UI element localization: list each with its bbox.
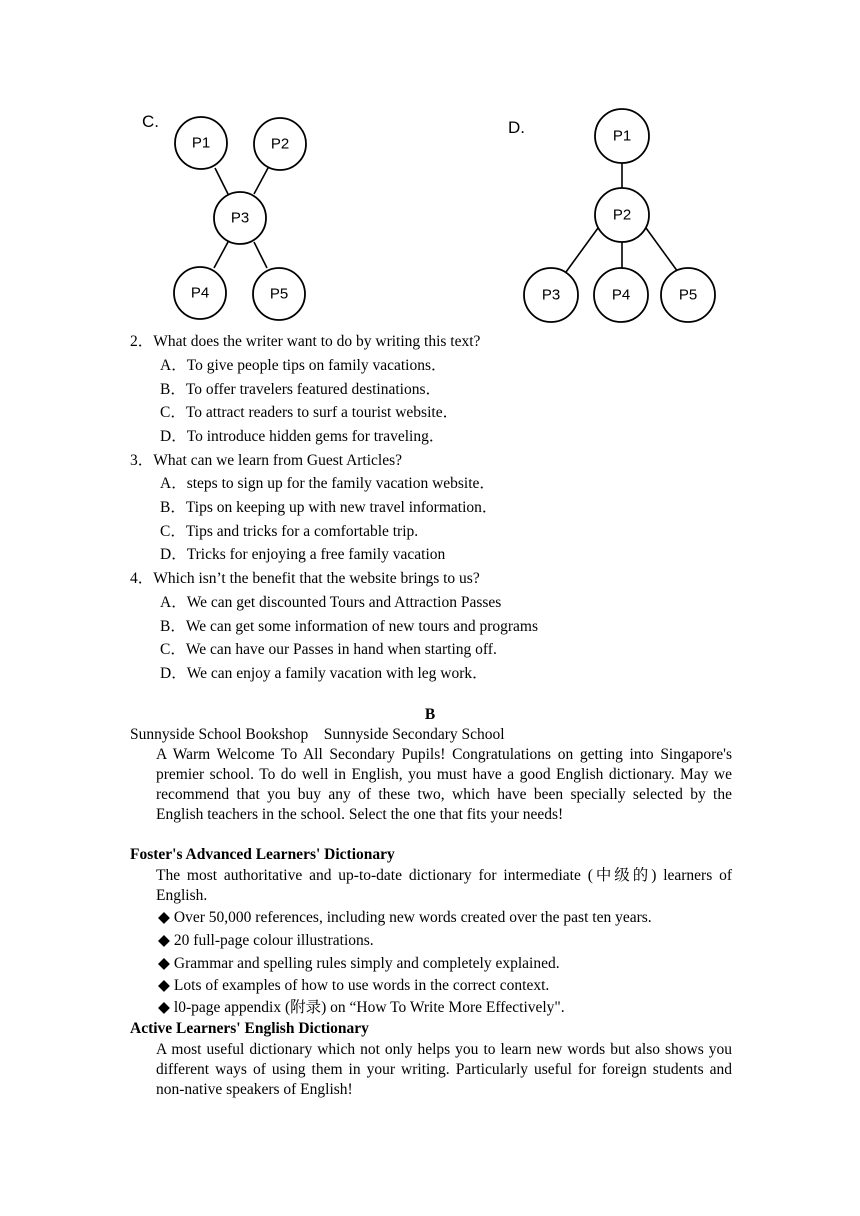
dict1-description: The most authoritative and up-to-date dictionary for intermediate (中级的) learners of English. [156, 867, 732, 904]
option-letter: B． [160, 381, 186, 398]
option-2c [160, 403, 458, 423]
option-4a [160, 593, 501, 613]
option-3a [160, 474, 495, 494]
node-d-p5-label: P5 [678, 286, 698, 304]
dict1-title: Foster's Advanced Learners' Dictionary [130, 846, 395, 863]
option-letter: B． [160, 499, 186, 516]
dict1-feature: ◆ 20 full-page colour illustrations. [158, 931, 374, 951]
dict2-description: A most useful dictionary which not only helps you to learn new words but also shows you different ways of using them in your writing. Particularly useful for foreign students and non-native speakers of English! [156, 1041, 732, 1098]
option-letter: C． [160, 641, 186, 658]
option-text: steps to sign up for the family vacation website． [186, 475, 495, 492]
option-letter: D． [160, 665, 187, 682]
option-2a [160, 356, 446, 376]
option-2d [160, 427, 444, 447]
node-c-p4-label: P4 [190, 284, 210, 302]
question-text: Which isn’t the benefit that the website brings to us? [153, 570, 480, 587]
option-letter: A． [160, 357, 187, 374]
node-c-p3-label: P3 [230, 209, 250, 227]
option-text: To give people tips on family vacations． [186, 357, 447, 374]
node-d-p2-label: P2 [612, 206, 632, 224]
option-letter: A． [160, 475, 187, 492]
option-4d [160, 664, 488, 684]
option-text: We can get some information of new tours and programs [185, 618, 538, 635]
diagram-c-label: C. [142, 112, 159, 131]
option-letter: C． [160, 523, 186, 540]
option-text: Tips and tricks for a comfortable trip. [185, 523, 419, 540]
option-text: We can enjoy a family vacation with leg work． [186, 665, 488, 682]
edge-c-p2-p3 [254, 168, 268, 194]
option-letter: B． [160, 618, 186, 635]
section-b-heading: B [424, 706, 436, 723]
diagram-d-label: D. [508, 118, 525, 137]
option-text: Tips on keeping up with new travel information． [185, 499, 498, 516]
question-number: 2． [130, 333, 154, 350]
question-text: What does the writer want to do by writing this text? [153, 333, 481, 350]
node-c-p5-label: P5 [269, 285, 289, 303]
option-text: Tricks for enjoying a free family vacation [186, 546, 446, 563]
option-4b [160, 617, 538, 637]
option-text: To offer travelers featured destinations． [185, 381, 441, 398]
option-letter: D． [160, 428, 187, 445]
option-letter: C． [160, 404, 186, 421]
question-number: 4． [130, 570, 154, 587]
question-4 [130, 569, 480, 589]
node-d-p4-label: P4 [611, 286, 631, 304]
node-c-p2-label: P2 [270, 135, 290, 153]
node-d-p1-label: P1 [612, 127, 632, 145]
dict2-title: Active Learners' English Dictionary [130, 1020, 369, 1037]
question-number: 3． [130, 452, 154, 469]
dict1-feature: ◆ Over 50,000 references, including new words created over the past ten years. [158, 908, 652, 928]
dict1-feature: ◆ l0-page appendix (附录) on “How To Write More Effectively". [158, 998, 565, 1018]
option-text: To attract readers to surf a tourist website． [185, 404, 459, 421]
option-2b [160, 380, 441, 400]
diagram-c [160, 110, 330, 330]
edge-c-p3-p5 [254, 242, 267, 268]
option-3b [160, 498, 497, 518]
node-d-p3-label: P3 [541, 286, 561, 304]
section-b-intro: A Warm Welcome To All Secondary Pupils! Congratulations on getting into Singapore's premier school. To do well in English, you must have a good English dictionary. May we recommend that you buy any of these two, which have been specially selected by the English teachers in the school. Select the one that fits your needs! [156, 746, 732, 823]
question-2 [130, 332, 480, 352]
edge-c-p3-p4 [214, 242, 228, 268]
option-text: To introduce hidden gems for traveling． [186, 428, 445, 445]
question-text: What can we learn from Guest Articles? [153, 452, 403, 469]
option-4c [160, 640, 497, 660]
edge-d-p2-p3 [566, 228, 598, 272]
section-b-source: Sunnyside School Bookshop Sunnyside Secondary School [130, 726, 505, 743]
option-letter: A． [160, 594, 187, 611]
node-c-p1-label: P1 [191, 134, 211, 152]
question-3 [130, 451, 402, 471]
option-3c [160, 522, 418, 542]
edge-d-p2-p5 [646, 228, 678, 272]
edge-c-p1-p3 [215, 168, 228, 194]
dict1-feature: ◆ Lots of examples of how to use words in the correct context. [158, 976, 549, 996]
diagram-d [520, 106, 725, 331]
option-text: We can have our Passes in hand when starting off. [185, 641, 497, 658]
option-text: We can get discounted Tours and Attraction Passes [186, 594, 502, 611]
option-3d [160, 545, 445, 565]
option-letter: D． [160, 546, 187, 563]
dict1-feature: ◆ Grammar and spelling rules simply and completely explained. [158, 954, 560, 974]
